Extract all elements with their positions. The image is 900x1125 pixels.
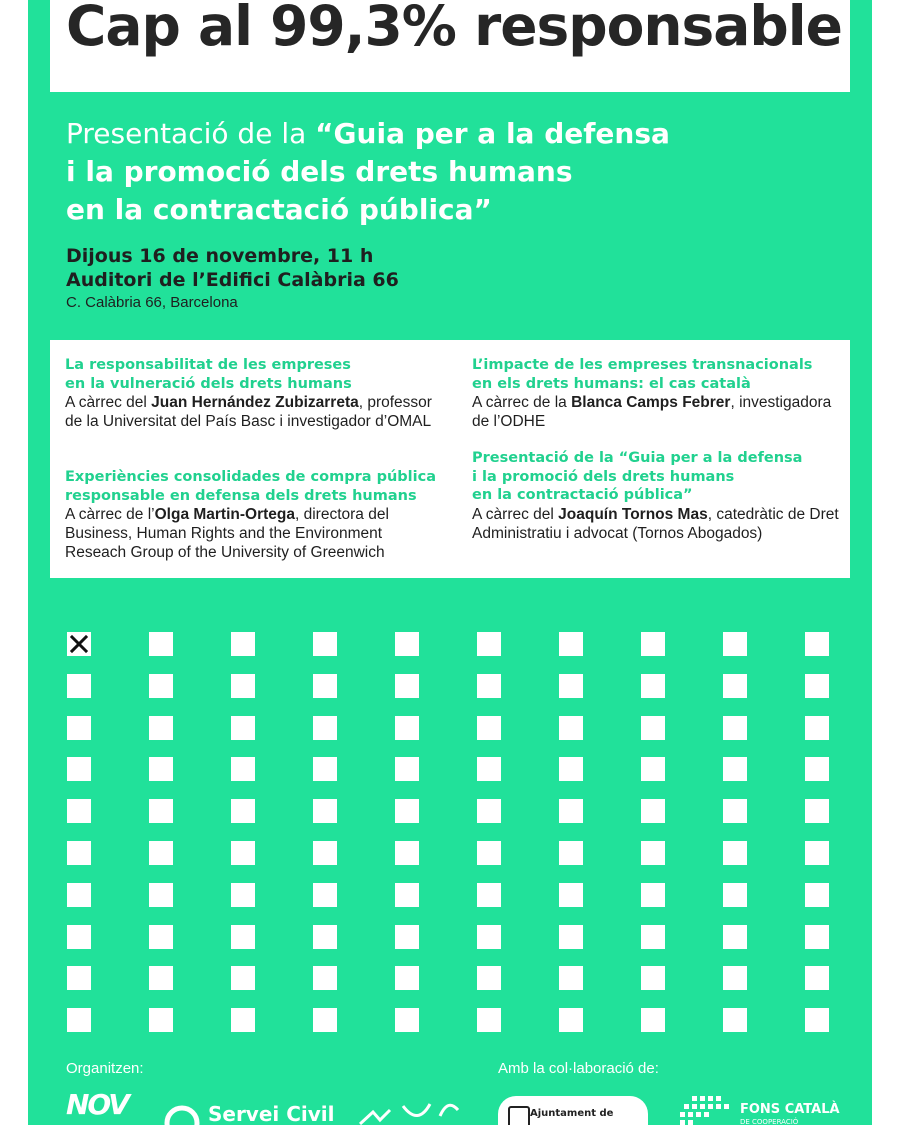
empty-box: [477, 1008, 501, 1032]
nova-logo: [66, 1088, 128, 1121]
empty-box: [559, 925, 583, 949]
empty-box: [67, 799, 91, 823]
subtitle-line-2: i la promoció dels drets humans: [66, 155, 573, 188]
event-date: Dijous 16 de novembre, 11 h: [66, 245, 374, 267]
event-address: C. Calàbria 66, Barcelona: [66, 294, 238, 311]
empty-box: [641, 883, 665, 907]
empty-box: [149, 757, 173, 781]
empty-box: [67, 925, 91, 949]
squiggle-logo: [358, 1096, 463, 1125]
empty-box: [641, 799, 665, 823]
talk-suffix: , professor de la Universitat del País Basc i investigador d’OMAL: [65, 394, 432, 430]
talk-body: [472, 505, 852, 543]
empty-box: [723, 632, 747, 656]
empty-box: [805, 716, 829, 740]
empty-box: [723, 757, 747, 781]
talk-speaker: Joaquín Tornos Mas: [558, 505, 708, 523]
empty-box: [395, 674, 419, 698]
talk-prefix: A càrrec del: [472, 505, 559, 523]
empty-box: [395, 799, 419, 823]
empty-box: [559, 841, 583, 865]
empty-box: [231, 757, 255, 781]
empty-box: [641, 674, 665, 698]
empty-box: [149, 883, 173, 907]
empty-box: [231, 925, 255, 949]
empty-box: [723, 674, 747, 698]
servei-civil-icon: [163, 1103, 201, 1125]
empty-box: [559, 966, 583, 990]
empty-box: [559, 716, 583, 740]
empty-box: [477, 799, 501, 823]
empty-box: [67, 841, 91, 865]
event-details: [66, 244, 399, 314]
fons-catala-subtext: DE COOPERACIÓ: [740, 1118, 799, 1125]
empty-box: [559, 883, 583, 907]
empty-box: [395, 966, 419, 990]
empty-box: [67, 674, 91, 698]
empty-box: [723, 883, 747, 907]
talk-prefix: A càrrec de l’: [65, 506, 155, 523]
empty-box: [559, 632, 583, 656]
organizers-label: Organitzen:: [66, 1060, 144, 1077]
empty-box: [723, 841, 747, 865]
talk-suffix: , investigadora de l’ODHE: [472, 394, 832, 430]
empty-box: [231, 966, 255, 990]
empty-box: [149, 841, 173, 865]
empty-box: [559, 1008, 583, 1032]
talk-2: [65, 468, 445, 562]
empty-box: [395, 757, 419, 781]
empty-box: [395, 716, 419, 740]
empty-box: [149, 716, 173, 740]
empty-box: [231, 674, 255, 698]
empty-box: [559, 674, 583, 698]
talk-title: La responsabilitat de les empreses en la vulneració dels drets humans: [65, 357, 352, 392]
empty-box: [149, 1008, 173, 1032]
empty-box: [477, 716, 501, 740]
empty-box: [395, 1008, 419, 1032]
nova-logo-text: NOV: [66, 1088, 128, 1121]
empty-box: [805, 799, 829, 823]
empty-box: [805, 674, 829, 698]
empty-box: [149, 632, 173, 656]
talk-1: [65, 356, 445, 431]
talk-suffix: , directora del Business, Human Rights and the Environment Reseach Group of the University of Greenwich: [65, 506, 389, 561]
empty-box: [313, 883, 337, 907]
empty-box: [313, 716, 337, 740]
talk-title: Presentació de la “Guia per a la defensa i la promoció dels drets humans en la contractació pública”: [472, 450, 803, 503]
talk-body: [472, 393, 852, 431]
empty-box: [231, 716, 255, 740]
empty-box: [231, 799, 255, 823]
talk-speaker: Juan Hernández Zubizarreta: [151, 394, 359, 411]
empty-box: [395, 925, 419, 949]
empty-box: [313, 841, 337, 865]
empty-box: [477, 841, 501, 865]
subtitle-line-1: “Guia per a la defensa: [315, 117, 670, 150]
empty-box: [805, 632, 829, 656]
talk-body: [65, 505, 445, 562]
empty-box: [477, 925, 501, 949]
subtitle-line-3: en la contractació pública”: [66, 193, 492, 226]
empty-box: [395, 883, 419, 907]
empty-box: [805, 841, 829, 865]
empty-box: [641, 925, 665, 949]
empty-box: [641, 966, 665, 990]
cross-icon: [67, 632, 91, 656]
empty-box: [67, 966, 91, 990]
empty-box: [805, 1008, 829, 1032]
event-venue: Auditori de l’Edifici Calàbria 66: [66, 269, 399, 291]
fons-catala-logo: [678, 1094, 868, 1125]
empty-box: [477, 966, 501, 990]
empty-box: [313, 674, 337, 698]
empty-box: [559, 799, 583, 823]
talk-3: [472, 356, 852, 431]
talk-title: Experiències consolidades de compra pública responsable en defensa dels drets humans: [65, 469, 436, 504]
talk-speaker: Blanca Camps Febrer: [571, 394, 731, 411]
empty-box: [313, 1008, 337, 1032]
empty-box: [477, 632, 501, 656]
fons-catala-text: FONS CATALÀ: [740, 1102, 840, 1117]
title-banner: [50, 0, 850, 92]
empty-box: [313, 799, 337, 823]
talks-panel: [50, 340, 850, 578]
fons-catala-dots-icon: [678, 1094, 730, 1125]
ajuntament-logo: [498, 1096, 648, 1125]
empty-box: [641, 1008, 665, 1032]
empty-box: [805, 966, 829, 990]
poster: [28, 0, 872, 1125]
empty-box: [231, 1008, 255, 1032]
talk-4: [472, 449, 852, 543]
squiggle-icon: [358, 1096, 463, 1125]
empty-box: [149, 925, 173, 949]
ajuntament-crest-icon: [508, 1106, 530, 1125]
empty-box: [723, 716, 747, 740]
empty-box: [313, 925, 337, 949]
talk-body: [65, 393, 445, 431]
subtitle-lead: Presentació de la: [66, 117, 316, 150]
empty-box: [723, 799, 747, 823]
empty-box: [477, 757, 501, 781]
empty-box: [149, 674, 173, 698]
empty-box: [641, 757, 665, 781]
empty-box: [67, 883, 91, 907]
talk-prefix: A càrrec de la: [472, 394, 572, 411]
empty-box: [313, 757, 337, 781]
empty-box: [723, 1008, 747, 1032]
empty-box: [67, 1008, 91, 1032]
empty-box: [723, 925, 747, 949]
checked-box: [67, 632, 91, 656]
empty-box: [723, 966, 747, 990]
empty-box: [805, 757, 829, 781]
empty-box: [641, 632, 665, 656]
empty-box: [395, 841, 419, 865]
servei-civil-text: Servei Civil: [207, 1102, 335, 1125]
talk-title: L’impacte de les empreses transnacionals en els drets humans: el cas català: [472, 357, 813, 392]
empty-box: [313, 966, 337, 990]
empty-box: [559, 757, 583, 781]
talk-prefix: A càrrec del: [65, 394, 152, 411]
empty-box: [67, 757, 91, 781]
empty-box: [149, 799, 173, 823]
empty-box: [67, 716, 91, 740]
talk-speaker: Olga Martin-Ortega: [154, 506, 295, 523]
empty-box: [313, 632, 337, 656]
subtitle: [66, 115, 846, 229]
empty-box: [477, 674, 501, 698]
empty-box: [395, 632, 419, 656]
talk-suffix: , catedràtic de Dret Administratiu i advocat (Tornos Abogados): [472, 505, 839, 542]
empty-box: [477, 883, 501, 907]
empty-box: [149, 966, 173, 990]
empty-box: [231, 841, 255, 865]
empty-box: [231, 883, 255, 907]
empty-box: [641, 841, 665, 865]
empty-box: [805, 925, 829, 949]
empty-box: [231, 632, 255, 656]
collaboration-label: Amb la col·laboració de:: [498, 1060, 659, 1077]
servei-civil-logo: [163, 1102, 335, 1125]
ajuntament-text: Ajuntament de: [530, 1108, 614, 1119]
empty-box: [805, 883, 829, 907]
empty-box: [641, 716, 665, 740]
page-title: Cap al 99,3% responsable: [66, 0, 842, 58]
